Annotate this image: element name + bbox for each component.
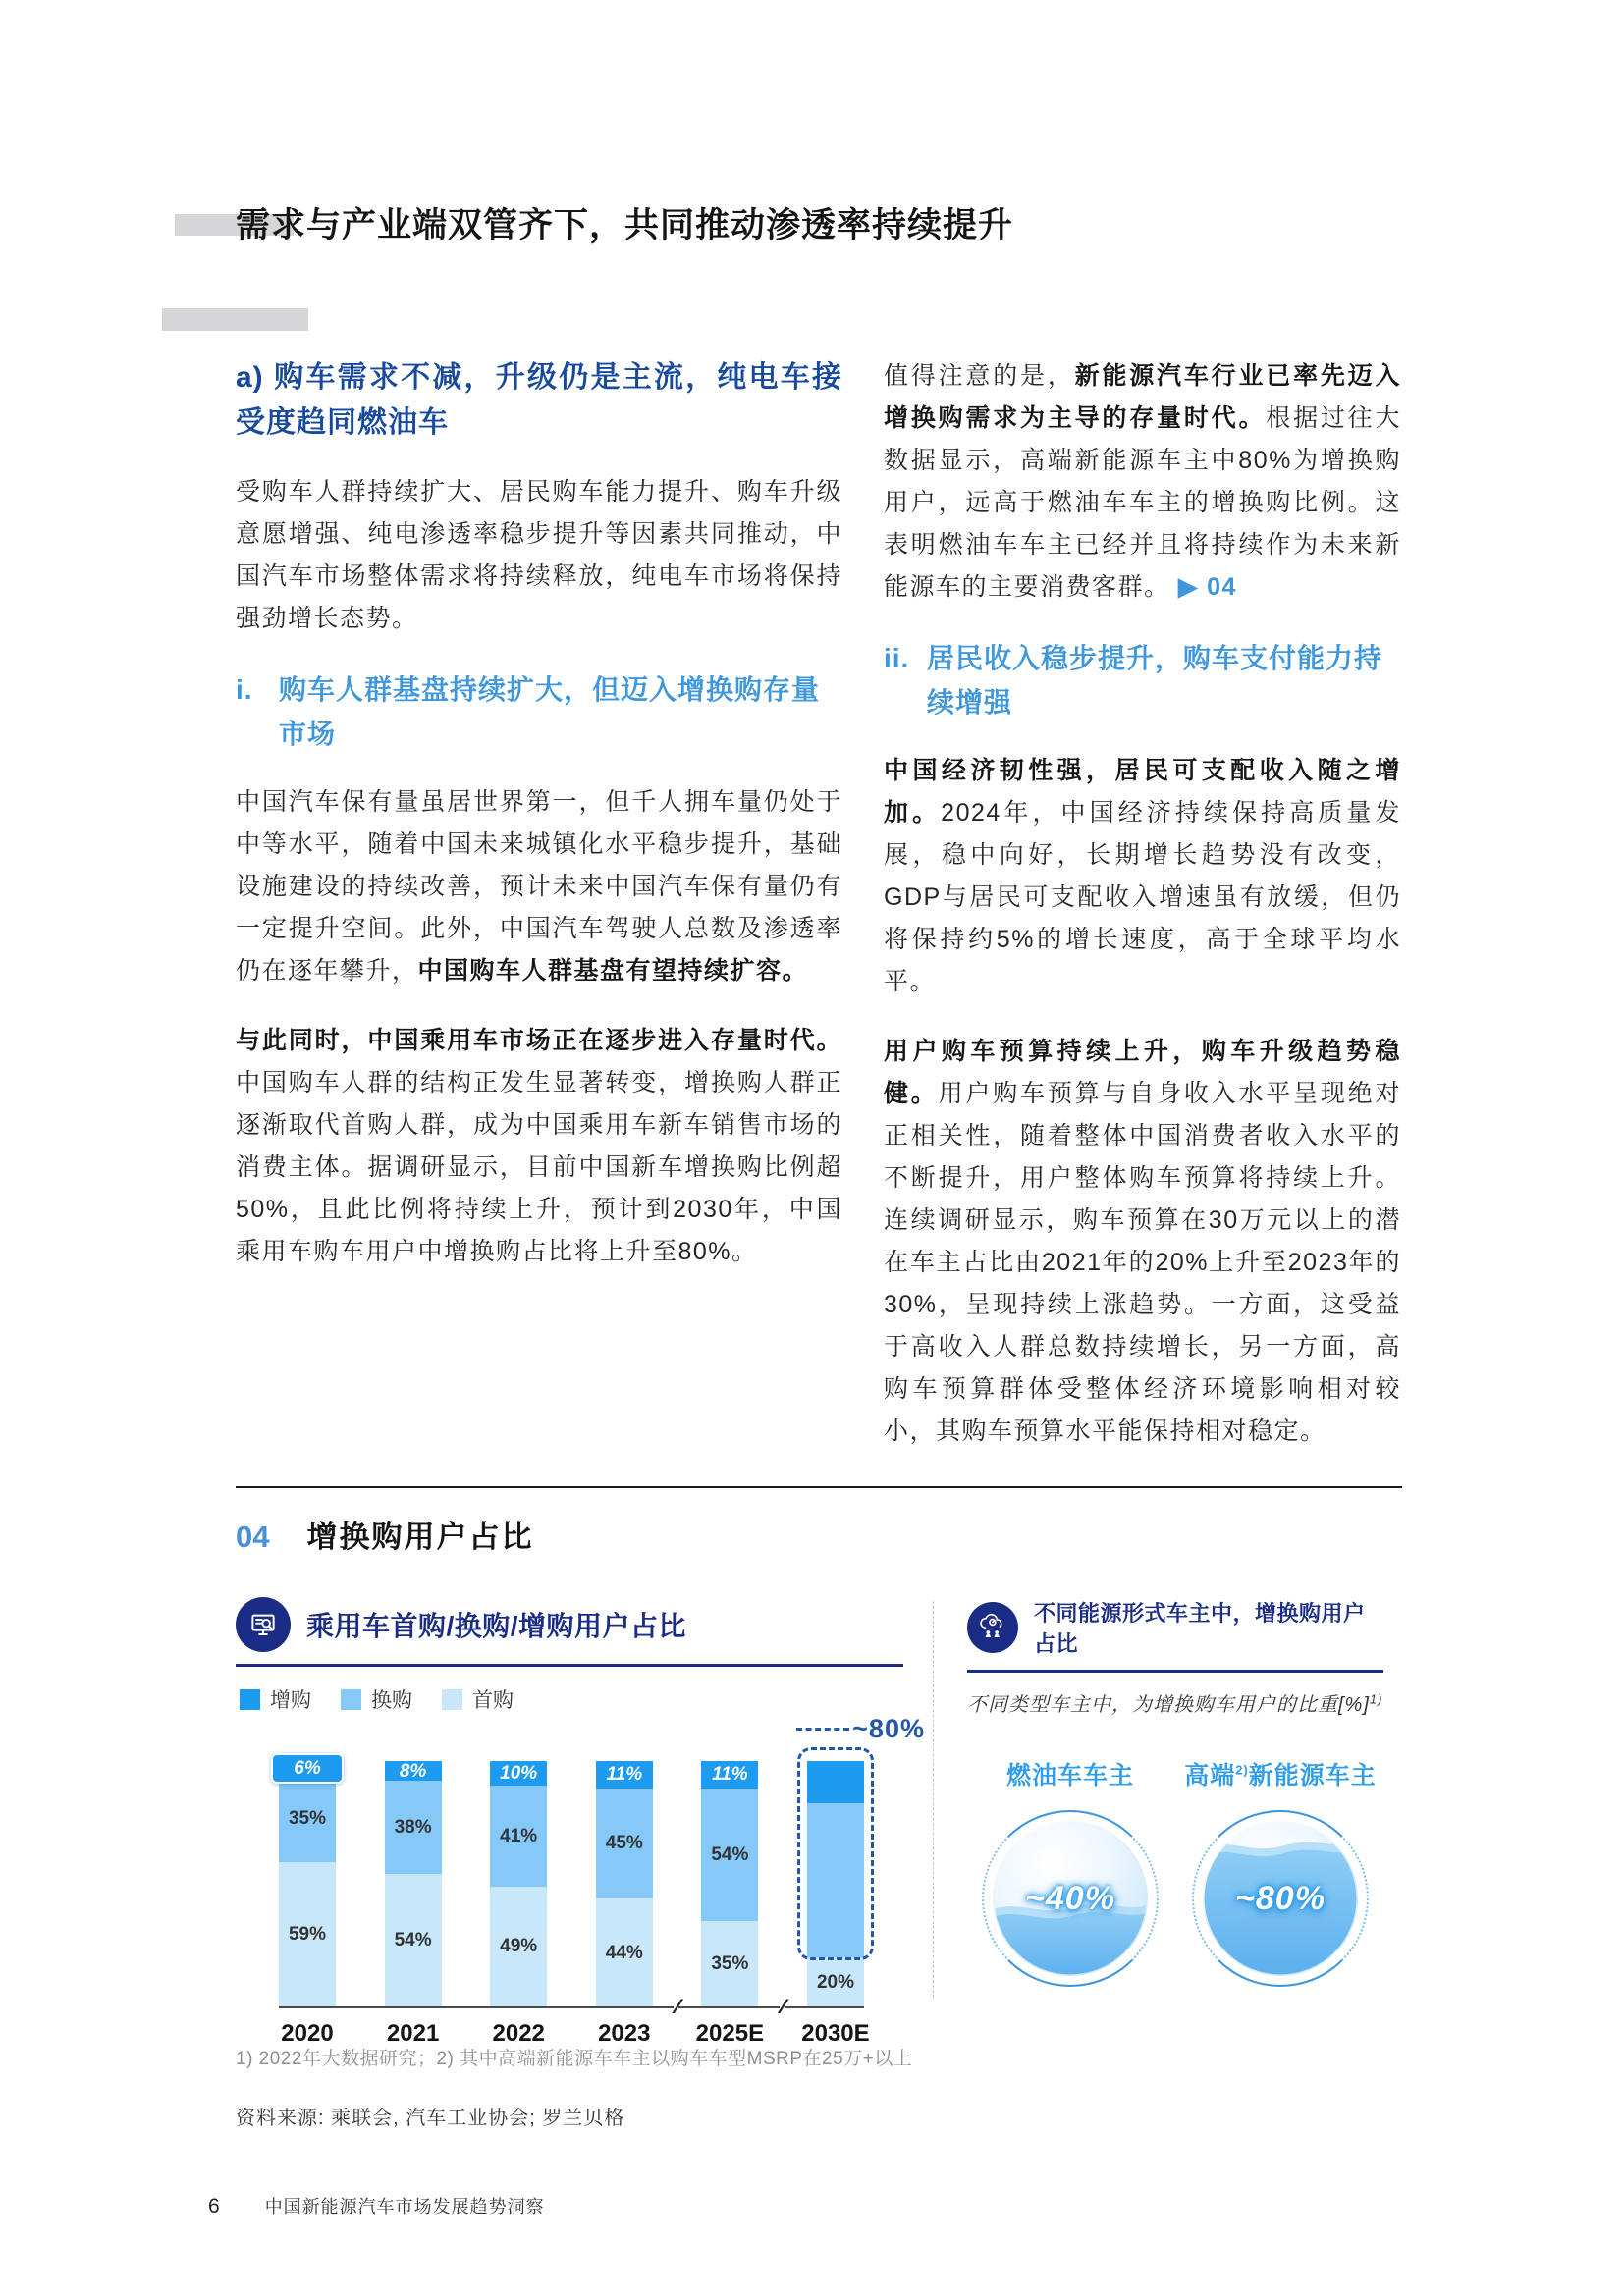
water-gauge [1184, 1756, 1377, 1976]
bar-chart-title: 乘用车首购/换购/增购用户占比 [306, 1611, 687, 1641]
segment-value-label: 44% [605, 1942, 643, 1963]
legend-item [240, 1684, 311, 1714]
segment-首购 [490, 1887, 547, 2007]
segment-换购 [279, 1776, 336, 1862]
bar-2025E [695, 1761, 765, 2047]
legend-item [442, 1684, 514, 1714]
monitor-magnifier-icon [236, 1597, 291, 1652]
segment-value-label: 10% [500, 1763, 538, 1784]
segment-换购 [807, 1803, 864, 1958]
paragraph-economy: 中国经济韧性强，居民可支配收入随之增加。2024年，中国经济持续保持高质量发展，稳中向好，长期增长趋势没有改变，GDP与居民可支配收入增速虽有放缓，但仍将保持约5%的增长速度，高于全球平均水平。 [884, 757, 1401, 995]
segment-增购 [490, 1761, 547, 1786]
segment-增购 [385, 1761, 442, 1781]
paragraph-stock-era: 与此同时，中国乘用车市场正在逐步进入存量时代。中国购车人群的结构正发生显著转变，增换购人群正逐渐取代首购人群，成为中国乘用车新车销售市场的消费主体。据调研显示，目前中国新车增换购比例超50%，且此比例将持续上升，预计到2030年，中国乘用车购车用户中增换购占比将上升至80%。 [236, 1027, 842, 1265]
segment-增购 [279, 1758, 336, 1779]
cloud-people-icon [967, 1602, 1018, 1653]
segment-value-label: 49% [500, 1936, 538, 1957]
segment-value-label: 6% [271, 1753, 344, 1784]
x-axis-label: 2025E [695, 2020, 765, 2047]
segment-value-label: 11% [606, 1764, 643, 1786]
gauge-panel-header [967, 1597, 1383, 1673]
footnote-marker-1: 1) [1369, 1691, 1383, 1707]
segment-首购 [279, 1862, 336, 2007]
segment-首购 [701, 1921, 758, 2007]
segment-增购 [701, 1761, 758, 1789]
segment-value-label: 35% [288, 1808, 327, 1830]
x-axis-label: 2020 [281, 2020, 334, 2047]
subsection-i-number: i. [236, 674, 253, 705]
segment-首购 [596, 1898, 653, 2006]
stacked-bar-chart [279, 1714, 925, 2047]
bars-area [279, 1714, 925, 2047]
gauge-panel [967, 1597, 1383, 2008]
page-number: 6 [208, 2195, 220, 2217]
left-column [236, 355, 842, 1301]
segment-value-label: 41% [500, 1825, 538, 1846]
gauge-value: ~40% [1025, 1879, 1115, 1917]
legend-label: 换购 [371, 1689, 412, 1712]
x-axis-label: 2023 [598, 2020, 651, 2047]
legend-swatch [442, 1689, 462, 1710]
segment-value-label: 35% [711, 1952, 749, 1974]
paragraph-car-base: 中国汽车保有量虽居世界第一，但千人拥车量仍处于中等水平，随着中国未来城镇化水平稳步提升，基础设施建设的持续改善，预计未来中国汽车保有量仍有一定提升空间。此外，中国汽车驾驶人总数及渗透率仍在逐年攀升，中国购车人群基盘有望持续扩容。 [236, 788, 842, 985]
paragraph-nev-stock: 值得注意的是，新能源汽车行业已率先迈入增换购需求为主导的存量时代。根据过往大数据显示，高端新能源车主中80%为增换购用户，远高于燃油车车主的增换购比例。这表明燃油车车主已经并且将持续作为未来新能源车的主要消费客群。 ▶ 04 [884, 362, 1401, 601]
decorative-bar [162, 308, 308, 331]
gauges-row [967, 1756, 1383, 1976]
subsection-ii-number: ii. [884, 643, 910, 673]
x-axis-label: 2022 [492, 2020, 545, 2047]
bar-2023 [596, 1761, 653, 2047]
legend-label: 增购 [270, 1689, 311, 1712]
legend-label: 首购 [472, 1689, 514, 1712]
segment-首购 [807, 1957, 864, 2006]
bar-2020 [279, 1758, 336, 2047]
page-footer [208, 2193, 545, 2218]
segment-value-label: 45% [605, 1833, 643, 1854]
paragraph-overview: 受购车人群持续扩大、居民购车能力提升、购车升级意愿增强、纯电渗透率稳步提升等因素共同推动，中国汽车市场整体需求将持续释放，纯电车市场将保持强劲增长态势。 [236, 478, 842, 632]
segment-value-label: 8% [399, 1760, 427, 1782]
figure-04 [236, 1486, 1402, 2130]
chart-legend [240, 1684, 903, 1714]
forecast-annotation: ~80% [796, 1714, 925, 1744]
gauge-label: 高端$^{2)}$新能源车主 [1184, 1762, 1377, 1789]
gauge-subtitle: 不同类型车主中，为增换购车用户的比重[%]$^{1)}$ [967, 1691, 1383, 1716]
paragraph-budget: 用户购车预算持续上升，购车升级趋势稳健。用户购车预算与自身收入水平呈现绝对正相关性，随着整体中国消费者收入水平的不断提升，用户整体购车预算将持续上升。连续调研显示，购车预算在30万元以上的潜在车主占比由2021年的20%上升至2023年的30%，呈现持续上涨趋势。一方面，这受益于高收入人群总数持续增长，另一方面，高购车预算群体受整体经济环境影响相对较小，其购车预算水平能保持相对稳定。 [884, 1038, 1401, 1445]
subsection-ii-heading [884, 636, 1401, 724]
page-title: 需求与产业端双管齐下，共同推动渗透率持续提升 [236, 206, 1014, 244]
subsection-i-heading [236, 667, 842, 756]
water-sphere [993, 1821, 1148, 1976]
legend-swatch [341, 1689, 361, 1710]
water-sphere [1203, 1821, 1358, 1976]
segment-首购 [385, 1874, 442, 2006]
segment-value-label: 11% [712, 1764, 748, 1786]
subsection-i-text: 购车人群基盘持续扩大，但迈入增换购存量市场 [279, 674, 821, 749]
right-column [884, 355, 1401, 1480]
gauge-value: ~80% [1235, 1879, 1326, 1917]
section-a-heading: a) 购车需求不减，升级仍是主流，纯电车接受度趋同燃油车 [236, 361, 842, 439]
gauge-label: 燃油车车主 [1005, 1762, 1134, 1789]
bar-chart-header [236, 1597, 903, 1667]
x-axis-label: 2021 [386, 2020, 440, 2047]
water-gauge [977, 1756, 1164, 1976]
segment-增购 [807, 1761, 864, 1803]
segment-value-label: 59% [288, 1923, 327, 1945]
legend-item [341, 1684, 412, 1714]
segment-增购 [596, 1761, 653, 1789]
segment-value-label: 54% [394, 1930, 432, 1950]
figure-04-reference[interactable]: ▶ 04 [1169, 573, 1237, 601]
figure-title: 增换购用户占比 [306, 1520, 534, 1554]
segment-value-label: 38% [394, 1817, 432, 1838]
segment-换购 [701, 1789, 758, 1921]
figure-source: 资料来源: 乘联会, 汽车工业协会; 罗兰贝格 [236, 2108, 625, 2129]
bar-chart-panel [236, 1597, 925, 2047]
segment-换购 [490, 1786, 547, 1887]
x-axis-label: 2030E [801, 2020, 870, 2047]
bar-2022 [490, 1761, 547, 2047]
segment-换购 [596, 1789, 653, 1899]
gauge-panel-title: 不同能源形式车主中，增换购用户占比 [1034, 1601, 1366, 1656]
segment-value-label: 54% [711, 1843, 749, 1865]
figure-number: 04 [236, 1520, 270, 1554]
panel-divider [933, 1601, 934, 1998]
segment-换购 [385, 1781, 442, 1874]
bar-2030E [801, 1714, 925, 2047]
segment-value-label: 20% [816, 1971, 854, 1993]
figure-header [236, 1512, 1402, 1556]
axis-break-icon: ∕∕ [781, 1996, 783, 2018]
subsection-ii-text: 居民收入稳步提升，购车支付能力持续增强 [927, 643, 1383, 718]
bar-2021 [385, 1760, 442, 2047]
legend-swatch [240, 1689, 260, 1710]
footer-title: 中国新能源汽车市场发展趋势洞察 [264, 2197, 545, 2216]
axis-break-icon: ∕∕ [676, 1996, 677, 2018]
figure-footnote: 1) 2022年大数据研究；2) 其中高端新能源车车主以购车车型MSRP在25万+以上 [236, 2049, 913, 2069]
